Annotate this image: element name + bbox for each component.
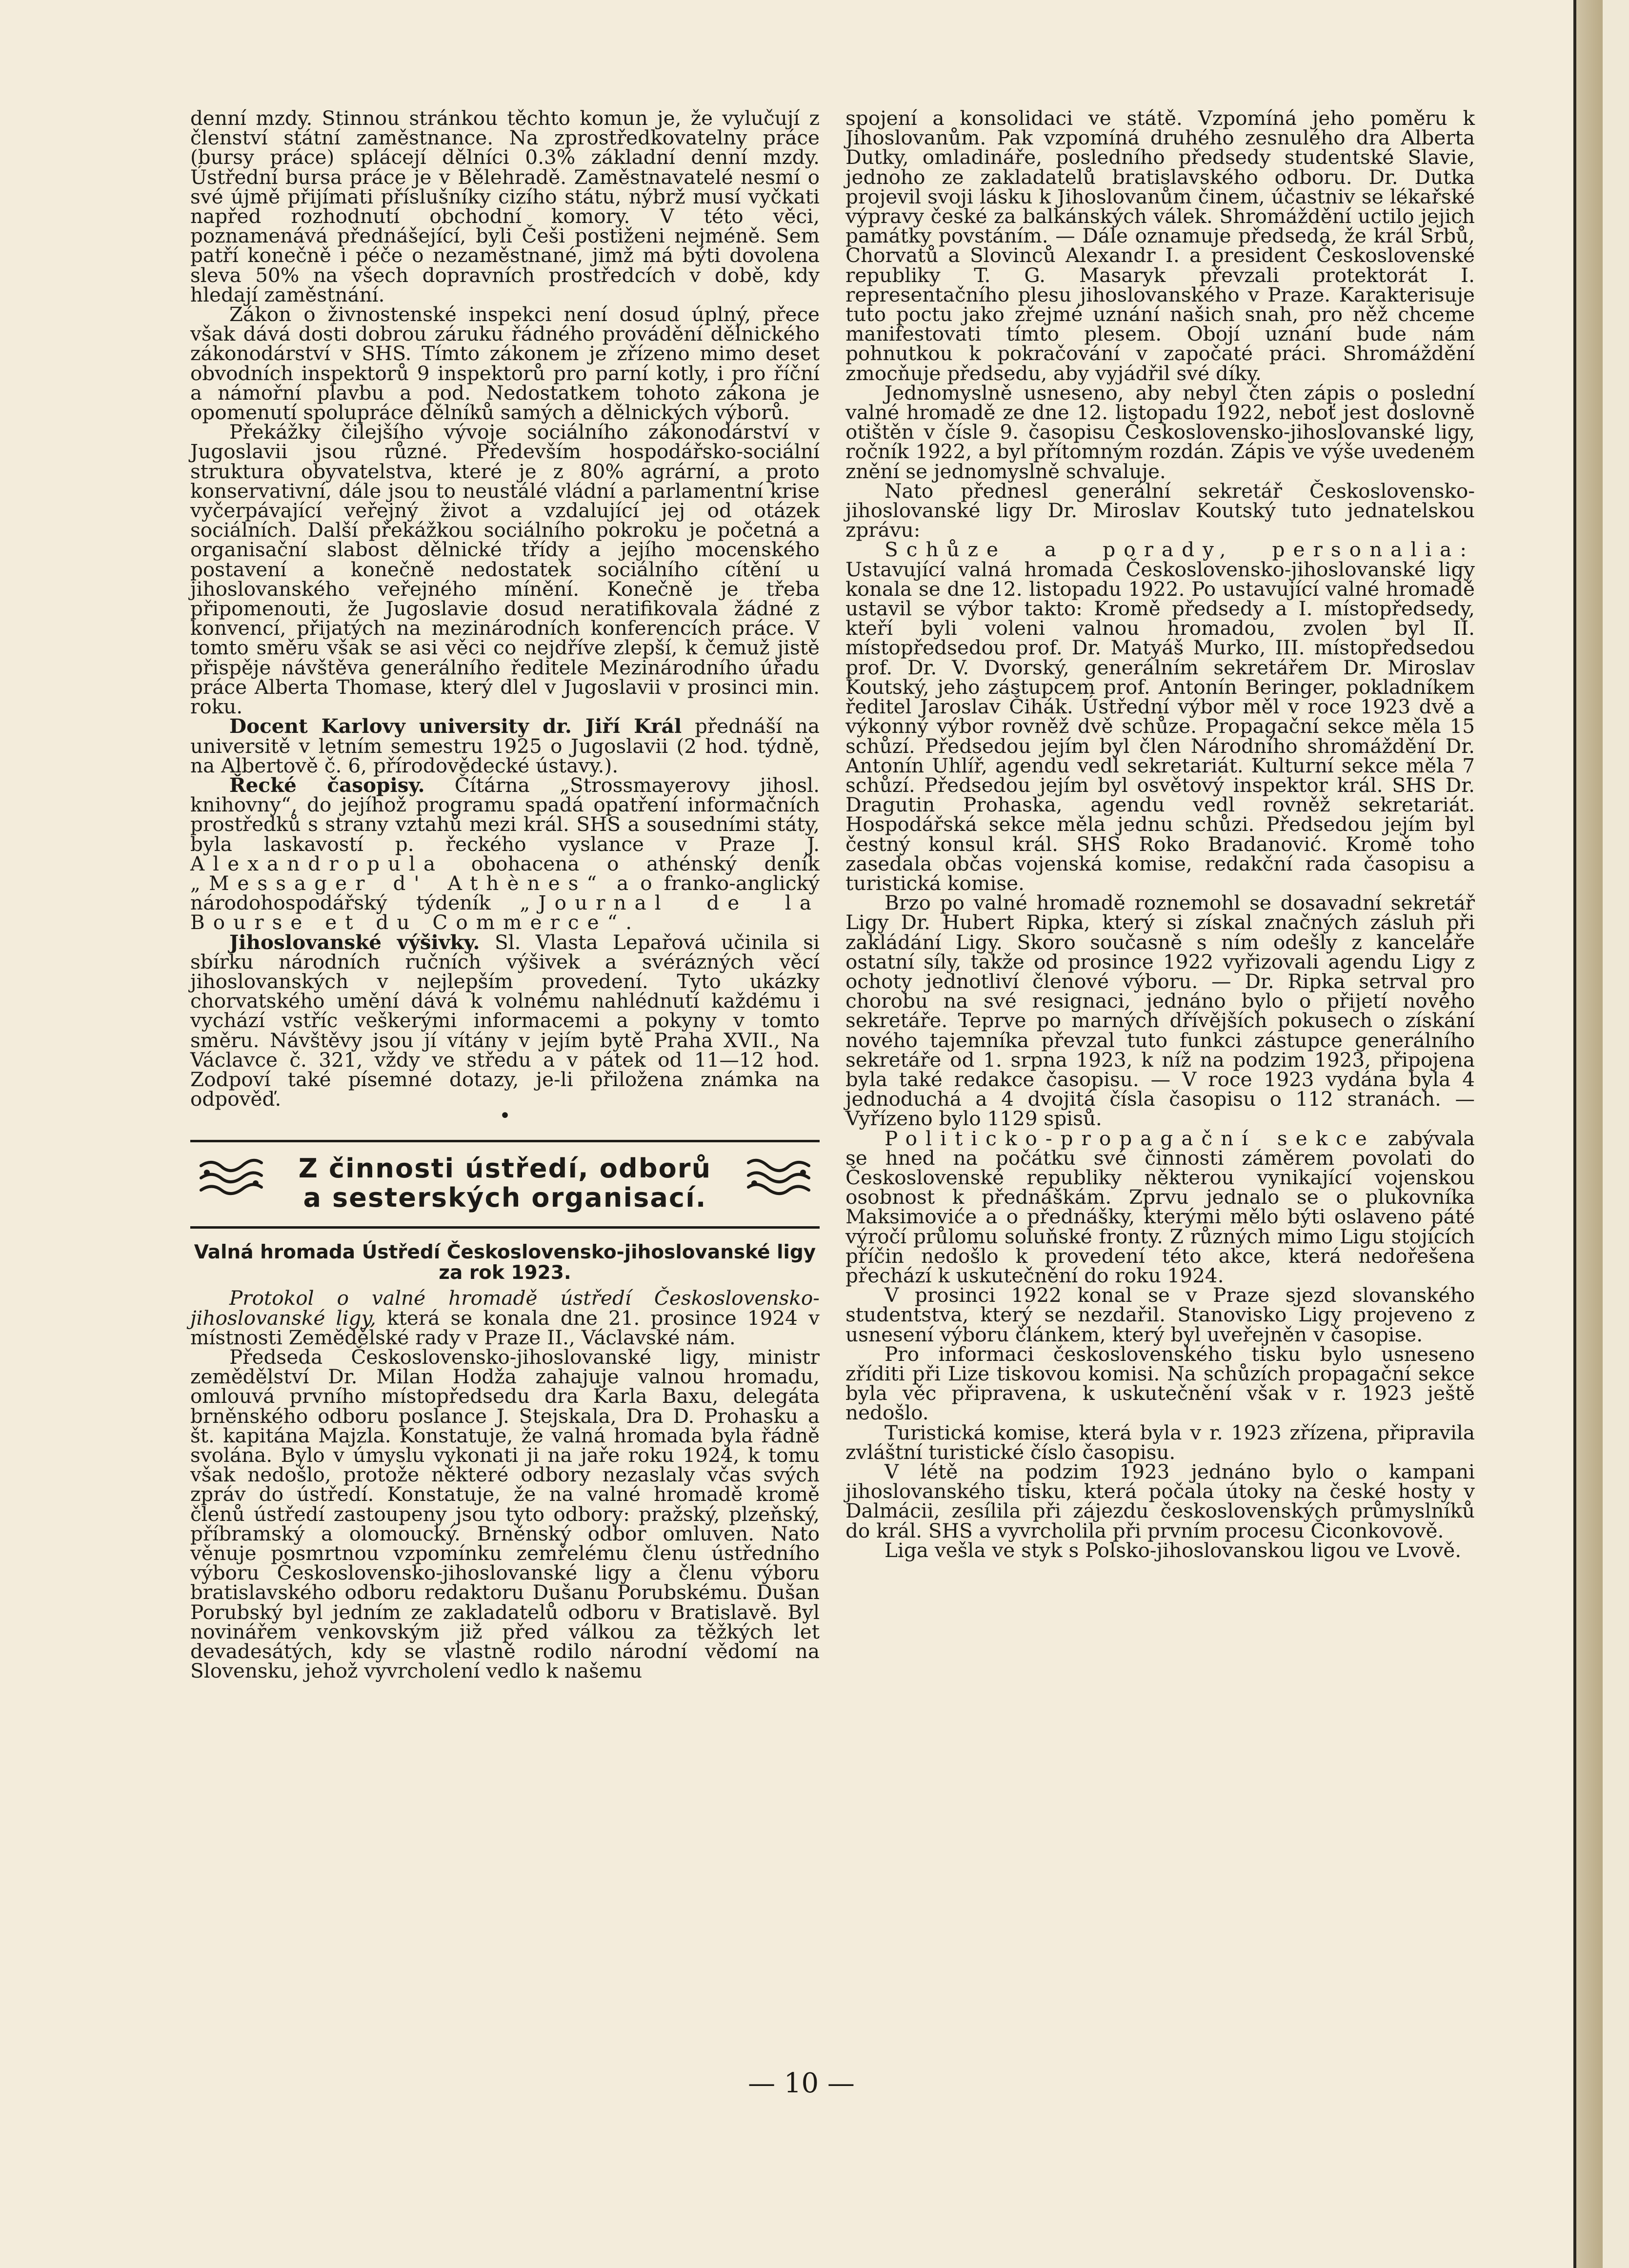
recke-paper-2: „Journal de la Bourse et du Commerce“. — [190, 891, 820, 934]
recke-name: Alexandropula — [190, 851, 444, 875]
protocol-italic: Protokol o valné hromadě ústředí Československo-jihoslovanské ligy, — [190, 1286, 820, 1330]
protocol-text: která se konala dne 21. prosince 1924 v místnosti Zemědělské rady v Praze II., Václavské nám. — [190, 1306, 820, 1349]
ornament-left-icon — [197, 1156, 265, 1200]
recke-paper-1: „Messager d' Athènes“ — [190, 871, 605, 895]
paragraph-jednomyslne: Jednomyslně usneseno, aby nebyl čten zápis o poslední valné hromadě ze dne 12. listopadu 1922, neboť jest doslovně otištěn v čísle 9. časopisu Československo-jihoslovanské ligy, ročník 1922, a byl přítomným rozdán. Zápis ve výše uvedeném znění se jednomyslně schvaluje. — [845, 381, 1475, 483]
paragraph-politicko — [845, 1126, 1475, 1287]
paragraph-kampan: V létě na podzim 1923 jednáno bylo o kampani jihoslovanského tisku, která počala útoky na české hosty v Dalmácii, zesílila při zájezdu československých průmyslníků do král. SHS a vyvrcholila při prvním procesu Čiconkovově. — [845, 1460, 1475, 1542]
paragraph-turisticka: Turistická komise, která byla v r. 1923 zřízena, připravila zvláštní turistické číslo časopisu. — [845, 1420, 1475, 1464]
politicko-text: zabývala se hned na počátku své činnosti záměrem povolati do Československé republiky některou vynikající vojenskou osobnost k přednáškám. Zprvu jednalo se o plukovníka Maksimoviće a o přednášky, kterými mělo býti oslaveno páté výročí průlomu soluňské fronty. Z různých mimo Ligu stojících příčin nedošlo k provedení této akce, která nedořešena přechází k uskutečnění do roku 1924. — [845, 1126, 1475, 1287]
kral-text: přednáší na universitě v letním semestru 1925 o Jugoslavii (2 hod. týdně, na Albertově č. 6, přírodovědecké ústavy.). — [190, 714, 820, 777]
paragraph-lvov: Liga vešla ve styk s Polsko-jihoslovanskou ligou ve Lvově. — [885, 1538, 1462, 1562]
paragraph-protocol-body: Předseda Československo-jihoslovanské ligy, ministr zemědělství Dr. Milan Hodža zahajuje valnou hromadu, omlouvá prvního místopředsedu dra Karla Baxu, delegáta brněnského odboru poslance J. Stejskala, Dra D. Prohasku a št. kapitána Majzla. Konstatuje, že valná hromada byla řádně svolána. Bylo v úmyslu vykonati ji na jaře roku 1924, k tomu však nedošlo, protože některé odbory nezaslaly včas svých zpráv do ústředí. Konstatuje, že na valné hromadě kromě členů ústředí zastoupeny jsou tyto odbory: pražský, plzeňský, příbramský a olomoucký. Brněnský odbor omluven. Nato věnuje posmrtnou vzpomínku zemřelému členu ústředního výboru Československo-jihoslovanské ligy a členu výboru bratislavského odboru redaktoru Dušanu Porubskému. Dušan Porubský byl jedním ze zakladatelů odboru v Bratislavě. Byl novinářem venkovským již před válkou za těžkých let devadesátých, kdy se vlastně rodilo národní vědomí na Slovensku, jehož vyvrcholení vedlo k našemu — [190, 1345, 820, 1683]
paragraph-tisk: Pro informaci československého tisku bylo usneseno zříditi při Lize tiskovou komisi. Na schůzích propagační sekce byla věc připravena, k uskutečnění však v r. 1923 ještě nedošlo. — [845, 1342, 1475, 1425]
page-edge — [1573, 0, 1603, 2268]
report-title: Valná hromada Ústředí Československo-jihoslovanské ligy za rok 1923. — [194, 1241, 816, 1284]
recke-text-2: obohacena o athénský deník — [471, 851, 820, 875]
right-column — [845, 108, 1475, 1560]
paragraph-sjezd: V prosinci 1922 konal se v Praze sjezd slovanského studentstva, který se nezdařil. Stanovisko Ligy projeveno z usnesení výboru článkem, který byl uveřejněn v časopise. — [845, 1283, 1475, 1346]
kral-title: Docent Karlovy university dr. Jiří Král — [229, 714, 682, 738]
vysivky-text: Sl. Vlasta Lepařová učinila si sbírku národních ručních výšivek a svérázných věcí jihoslovanských v nejlepším provedení. Tyto ukázky chorvatského umění dává k volnému nahlédnutí každému i vychází vstříc veškerými informacemi a pokyny v tomto směru. Návštěvy jsou jí vítány v jejím bytě Praha XVII., Na Václavce č. 321, vždy ve středu a v pátek od 11—12 hod. Zodpoví také písemné dotazy, je-li přiložena známka na odpověď. — [190, 930, 820, 1111]
paragraph-mzdy: denní mzdy. Stinnou stránkou těchto komun je, že vylučují z členství státní zaměstnance. Na zprostředkovatelny práce (bursy práce) splácejí dělníci 0.3% základní denní mzdy. Ústřední bursa práce je v Bělehradě. Zaměstnavatelé nesmí o své újmě přijímati příslušníky cizího státu, nýbrž musí vyčkati napřed rozhodnutí obchodní komory. V této věci, poznamenává přednášející, byli Češi postiženi nejméně. Sem patří konečně i péče o nezaměstnané, jimž má býti dovolena sleva 50% na všech dopravních prostředcích v době, kdy hledají zaměstnání. — [190, 106, 820, 306]
paragraph-koutsky: Nato přednesl generální sekretář Československo-jihoslovanské ligy Dr. Miroslav Koutský tuto jednatelskou zprávu: — [845, 479, 1475, 542]
vysivky-title: Jihoslovanské výšivky. — [229, 930, 480, 954]
paragraph-vysivky — [190, 932, 820, 1109]
paragraph-spojeni: spojení a konsolidaci ve státě. Vzpomíná jeho poměru k Jihoslovanům. Pak vzpomíná druhého zesnulého dra Alberta Dutky, omladináře, posledního předsedy studentské Slavie, jednoho ze zakladatelů bratislavského odboru. Dr. Dutka projevil svoji lásku k Jihoslovanům činem, účastniv se lékařské výpravy české za balkánských válek. Shromáždění uctilo jejich památky povstáním. — Dále oznamuje předseda, že král Srbů, Chorvatů a Slovinců Alexandr I. a president Československé republiky T. G. Masaryk převzali protektorát I. representačního plesu jihoslovanského v Praze. Karakterisuje tuto poctu jako zřejmé uznání našich snah, pro něž chceme manifestovati tímto plesem. Obojí uznání bude nám pohnutkou k pokračování v započaté práci. Shromáždění zmocňuje předsedu, aby vyjádřil své díky. — [845, 106, 1475, 385]
recke-text-1: Čítárna „Strossmayerovy jihosl. knihovny“, do jejíhož programu spadá opatření informačních prostředků s strany vztahů mezi král. SHS a sousedními státy, byla laskavostí p. řeckého vyslance v Praze J. — [190, 773, 820, 856]
paragraph-protokol — [190, 1288, 820, 1347]
section-heading-line-2: a sesterských organisací. — [303, 1182, 707, 1214]
paragraph-kral — [190, 716, 820, 775]
paragraph-recke-casopisy — [190, 775, 820, 932]
section-heading — [190, 1140, 820, 1229]
schuze-spaced: Schůze a porady, personalia: — [885, 538, 1475, 562]
schuze-text: Ustavující valná hromada Československo-jihoslovanské ligy konala se dne 12. listopadu 1922. Po ustavující valné hromadě ustavil se výbor takto: Kromě předsedy a I. místopředsedy, kteří byli voleni valnou hromadou, zvolen byl II. místopředsedou prof. Dr. Matyáš Murko, III. místopředsedou prof. Dr. V. Dvorský, generálním sekretářem Dr. Miroslav Koutský, jeho zástupcem prof. Antonín Beringer, pokladníkem ředitel Jaroslav Čihák. Ústřední výbor měl v roce 1923 dvě a výkonný výbor rovněž dvě schůze. Propagační sekce měla 15 schůzí. Předsedou jejím byl člen Národního shromáždění Dr. Antonín Uhlíř, agendu vedl sekretariát. Kulturní sekce měla 7 schůzí. Předsedou jejím byl osvětový inspektor král. SHS Dr. Dragutin Prohaska, agendu vedl rovněž sekretariát. Hospodářská sekce měla jednu schůzi. Předsedou jejím byl čestný konsul král. SHS Roko Bradanović. Kromě toho zasedala občas vojenská komise, redakční rada časopisu a turistická komise. — [845, 557, 1475, 895]
section-heading-line-1: Z činnosti ústředí, odborů — [298, 1153, 712, 1184]
paragraph-schuze — [845, 540, 1475, 893]
ornament-right-icon — [744, 1156, 813, 1200]
politicko-spaced: Politicko-propagační sekce — [885, 1126, 1375, 1150]
page-number: — 10 — — [748, 2067, 855, 2099]
recke-text-3: a o franko-anglický národohospodářský týdeník — [190, 871, 820, 915]
paragraph-ripka: Brzo po valné hromadě roznemohl se dosavadní sekretář Ligy Dr. Hubert Ripka, který si získal značných zásluh při zakládání Ligy. Skoro současně s ním odešly z kanceláře ostatní síly, takže od prosince 1922 vyřizovali agendu Ligy z ochoty jednotliví členové výboru. — Dr. Ripka setrval pro chorobu na své resignaci, jednáno bylo o přijetí nového sekretáře. Teprve po marných dřívějších pokusech o získání nového tajemníka převzal tuto funkci zástupce generálního sekretáře od 1. srpna 1923, k níž na podzim 1923, připojena byla také redakce časopisu. — V roce 1923 vydána byla 4 jednoduchá a 4 dvojitá čísla časopisu o 112 stranách. — Vyřízeno bylo 1129 spisů. — [845, 891, 1475, 1131]
recke-title: Řecké časopisy. — [229, 773, 425, 797]
left-column — [190, 108, 820, 1681]
paragraph-prekazky: Překážky čilejšího vývoje sociálního zákonodárství v Jugoslavii jsou různé. Především hospodářsko-sociální struktura obyvatelstva, které je z 80% agrární, a proto konservativní, dále jsou to neustálé vládní a parlamentní krise vyčerpávající veřejný život a vzdalující jej od otázek sociálních. Další překážkou sociálního pokroku je početná a organisační slabost dělnické třídy a jejího mocenského postavení a konečně nedostatek sociálního cítění u jihoslovanského veřejného mínění. Konečně je třeba připomenouti, že Jugoslavie dosud neratifikovala žádné z konvencí, přijatých na mezinárodních konferencích práce. V tomto směru však se asi věci co nejdříve zlepší, k čemuž jistě přispěje návštěva generálního ředitele Mezinárodního úřadu práce Alberta Thomase, který dlel v Jugoslavii v prosinci min. roku. — [190, 420, 820, 719]
paragraph-zakon-inspekce: Zákon o živnostenské inspekci není dosud úplný, přece však dává dosti dobrou záruku řádného provádění dělnického zákonodárství v SHS. Tímto zákonem je zřízeno mimo deset obvodních inspektorů 9 inspektorů pro parní kotly, i pro říční a námořní plavbu a pod. Nedostatkem tohoto zákona je opomenutí spolupráce dělníků samých a dělnických výborů. — [190, 303, 820, 425]
separator-dot: • — [499, 1105, 511, 1128]
